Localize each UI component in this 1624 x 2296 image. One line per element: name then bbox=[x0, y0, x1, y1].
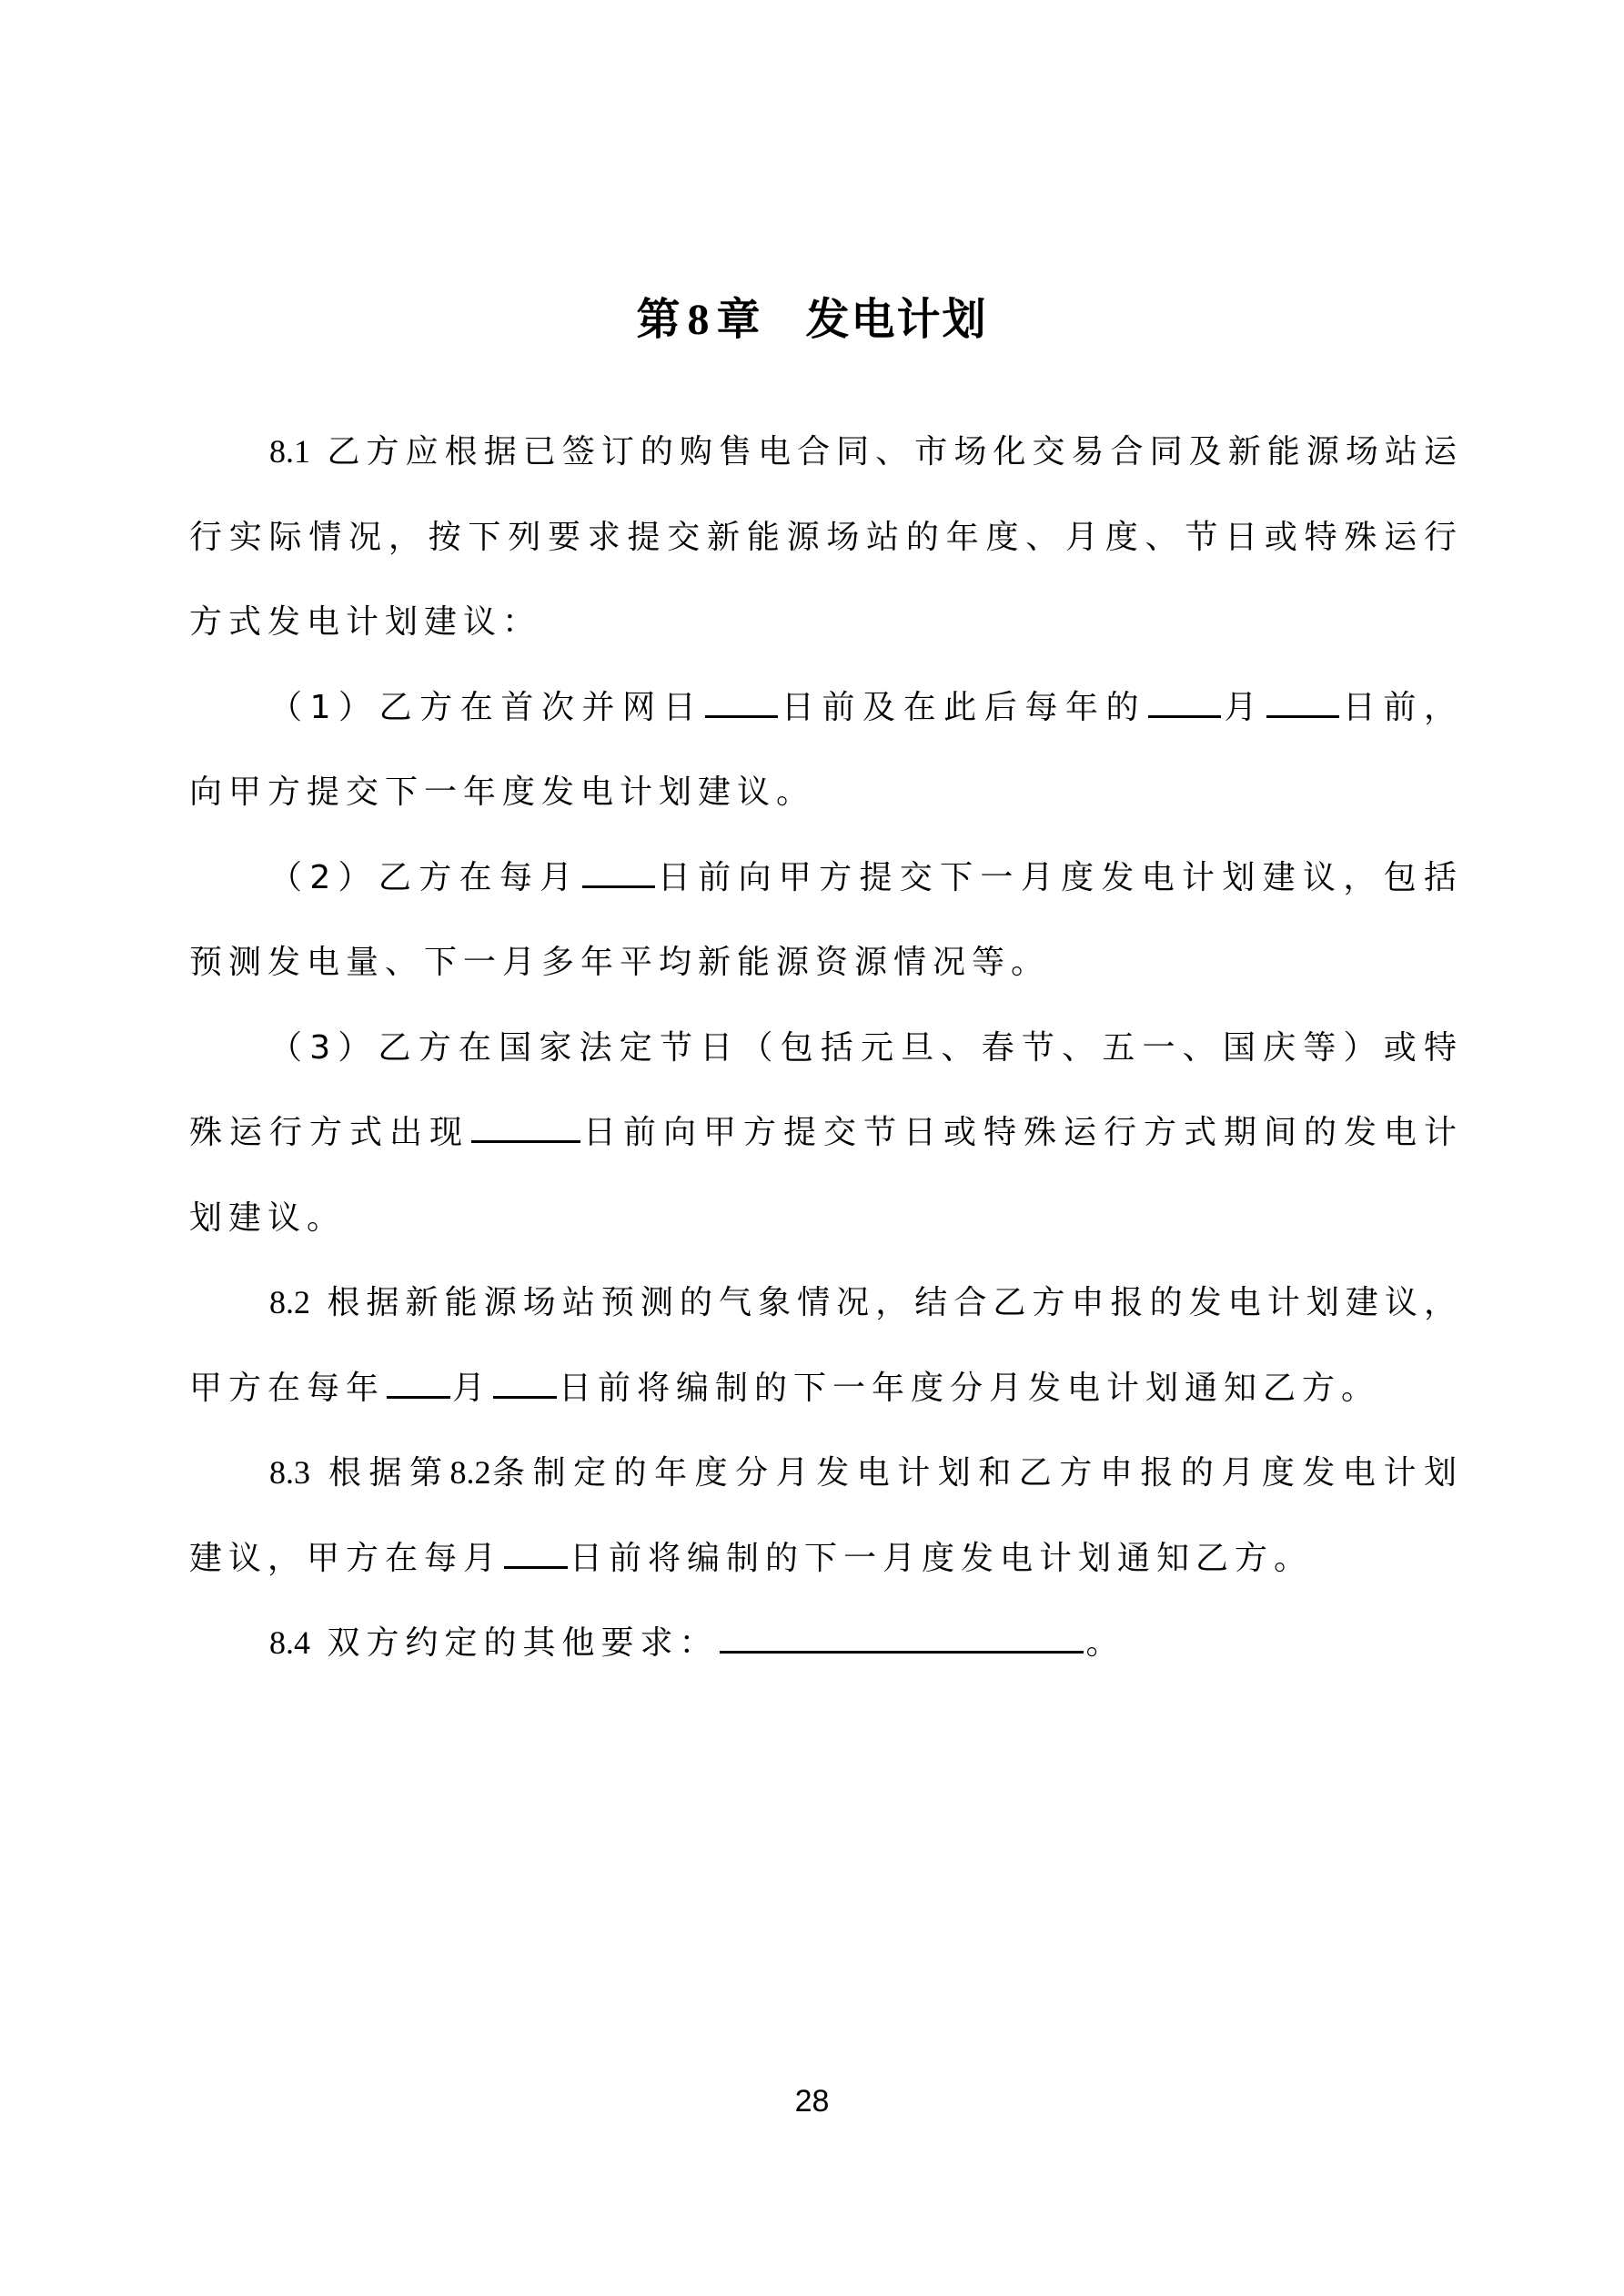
section-text: 乙方应根据已签订的购售电合同、市场化交易合同及新能源场站运行实际情况，按下列要求提交新能源场站的年度、月度、节日或特殊运行方式发电计划建议： bbox=[189, 433, 1463, 641]
section-reference: 8.2 bbox=[449, 1454, 491, 1491]
blank-field bbox=[1266, 686, 1339, 718]
section-text: 双方约定的其他要求： bbox=[327, 1624, 719, 1662]
blank-field bbox=[471, 1111, 580, 1143]
item-3 bbox=[189, 1006, 1463, 1261]
section-text: 。 bbox=[1085, 1624, 1125, 1662]
blank-field bbox=[504, 1537, 568, 1569]
section-number: 8.1 bbox=[269, 433, 310, 470]
section-text: 根据第 bbox=[328, 1454, 450, 1492]
section-text: 日前将编制的下一年度分月发电计划通知乙方。 bbox=[559, 1369, 1381, 1407]
item-text: 乙方在首次并网日 bbox=[378, 688, 704, 726]
item-text: 日前向甲方提交节日或特殊运行方式期间的发电计划建议。 bbox=[189, 1114, 1463, 1237]
item-number: （3） bbox=[269, 1028, 378, 1067]
section-text: 根据新能源场站预测的气象情况，结合乙方申报的发电计划建议，甲方在每年 bbox=[189, 1284, 1463, 1407]
blank-field bbox=[720, 1622, 1084, 1654]
page-number: 28 bbox=[794, 2084, 830, 2119]
section-text: 条制定的年度分月发电计划和乙方申报的月度发电计划建议，甲方在每月 bbox=[189, 1454, 1463, 1577]
section-number: 8.2 bbox=[269, 1284, 310, 1320]
section-8-1 bbox=[189, 410, 1463, 665]
chapter-body bbox=[189, 410, 1463, 1686]
blank-field bbox=[582, 856, 655, 888]
item-text: 日前，向甲方提交下一年度发电计划建议。 bbox=[189, 688, 1463, 811]
item-text: 乙方在国家法定节日（包括元旦、春节、五一、国庆等）或特殊运行方式出现 bbox=[189, 1028, 1463, 1151]
chapter-title bbox=[0, 284, 1624, 347]
item-text: 乙方在每月 bbox=[378, 858, 580, 896]
blank-field bbox=[493, 1367, 557, 1399]
chapter-number: 8 bbox=[687, 296, 711, 344]
blank-field bbox=[1148, 686, 1221, 718]
item-text: 日前向甲方提交下一月度发电计划建议，包括预测发电量、下一月多年平均新能源资源情况等。 bbox=[189, 858, 1463, 981]
blank-field bbox=[387, 1367, 450, 1399]
section-number: 8.3 bbox=[269, 1454, 310, 1491]
item-number: （2） bbox=[269, 858, 378, 896]
section-8-2 bbox=[189, 1260, 1463, 1431]
chapter-prefix: 第 bbox=[636, 294, 682, 345]
section-text: 月 bbox=[452, 1369, 492, 1407]
chapter-suffix: 章 bbox=[716, 294, 762, 345]
item-text: 月 bbox=[1223, 688, 1266, 726]
blank-field bbox=[705, 686, 778, 718]
item-1 bbox=[189, 665, 1463, 835]
item-number: （1） bbox=[269, 688, 379, 726]
section-text: 日前将编制的下一月度发电计划通知乙方。 bbox=[570, 1539, 1314, 1577]
chapter-name: 发电计划 bbox=[805, 294, 988, 345]
section-number: 8.4 bbox=[269, 1624, 310, 1661]
item-2 bbox=[189, 835, 1463, 1006]
section-8-4 bbox=[189, 1601, 1463, 1686]
section-8-3 bbox=[189, 1431, 1463, 1601]
item-text: 日前及在此后每年的 bbox=[780, 688, 1147, 726]
